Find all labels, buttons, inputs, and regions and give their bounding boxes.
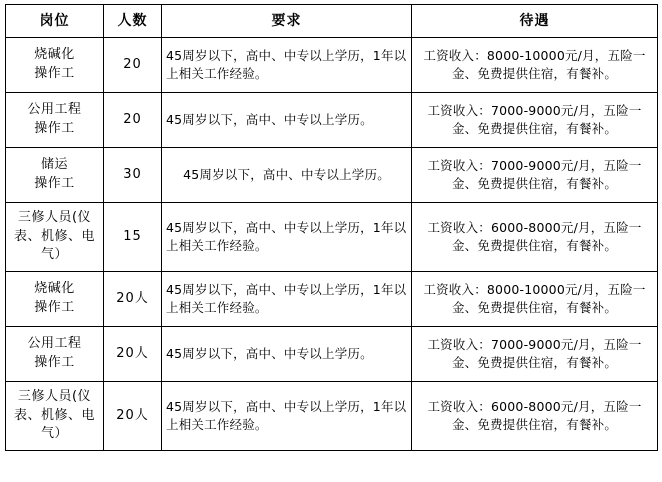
column-header-requirement: 要求 [162, 5, 412, 38]
table-body [6, 38, 658, 451]
table-header [6, 5, 658, 38]
table-row [6, 148, 658, 203]
cell-post: 公用工程 操作工 [6, 93, 104, 148]
cell-pay: 工资收入：6000-8000元/月，五险一金、免费提供住宿，有餐补。 [412, 203, 658, 272]
cell-pay: 工资收入：7000-9000元/月，五险一金、免费提供住宿，有餐补。 [412, 327, 658, 382]
column-header-pay: 待遇 [412, 5, 658, 38]
cell-requirement: 45周岁以下，高中、中专以上学历。 [162, 93, 412, 148]
column-header-count: 人数 [104, 5, 162, 38]
table-row [6, 203, 658, 272]
cell-post: 公用工程 操作工 [6, 327, 104, 382]
cell-requirement: 45周岁以下，高中、中专以上学历。 [162, 148, 412, 203]
cell-pay: 工资收入：7000-9000元/月，五险一金、免费提供住宿，有餐补。 [412, 148, 658, 203]
cell-count: 20人 [104, 272, 162, 327]
cell-count: 20人 [104, 382, 162, 451]
cell-pay: 工资收入：8000-10000元/月，五险一金、免费提供住宿，有餐补。 [412, 272, 658, 327]
cell-post: 三修人员(仪表、机修、电气） [6, 203, 104, 272]
table-row [6, 382, 658, 451]
cell-requirement: 45周岁以下，高中、中专以上学历，1年以上相关工作经验。 [162, 272, 412, 327]
cell-count: 20 [104, 38, 162, 93]
cell-requirement: 45周岁以下，高中、中专以上学历，1年以上相关工作经验。 [162, 382, 412, 451]
cell-pay: 工资收入：8000-10000元/月，五险一金、免费提供住宿，有餐补。 [412, 38, 658, 93]
job-listing-table [5, 4, 658, 451]
cell-pay: 工资收入：6000-8000元/月，五险一金、免费提供住宿，有餐补。 [412, 382, 658, 451]
cell-post: 三修人员(仪表、机修、电气） [6, 382, 104, 451]
cell-post: 烧碱化 操作工 [6, 38, 104, 93]
table-row [6, 327, 658, 382]
cell-count: 30 [104, 148, 162, 203]
cell-requirement: 45周岁以下，高中、中专以上学历。 [162, 327, 412, 382]
cell-count: 15 [104, 203, 162, 272]
table-header-row [6, 5, 658, 38]
cell-post: 储运 操作工 [6, 148, 104, 203]
cell-post: 烧碱化 操作工 [6, 272, 104, 327]
cell-pay: 工资收入：7000-9000元/月，五险一金、免费提供住宿，有餐补。 [412, 93, 658, 148]
table-row [6, 272, 658, 327]
cell-requirement: 45周岁以下，高中、中专以上学历，1年以上相关工作经验。 [162, 203, 412, 272]
cell-requirement: 45周岁以下，高中、中专以上学历，1年以上相关工作经验。 [162, 38, 412, 93]
table-row [6, 38, 658, 93]
table-row [6, 93, 658, 148]
cell-count: 20人 [104, 327, 162, 382]
column-header-post: 岗位 [6, 5, 104, 38]
cell-count: 20 [104, 93, 162, 148]
